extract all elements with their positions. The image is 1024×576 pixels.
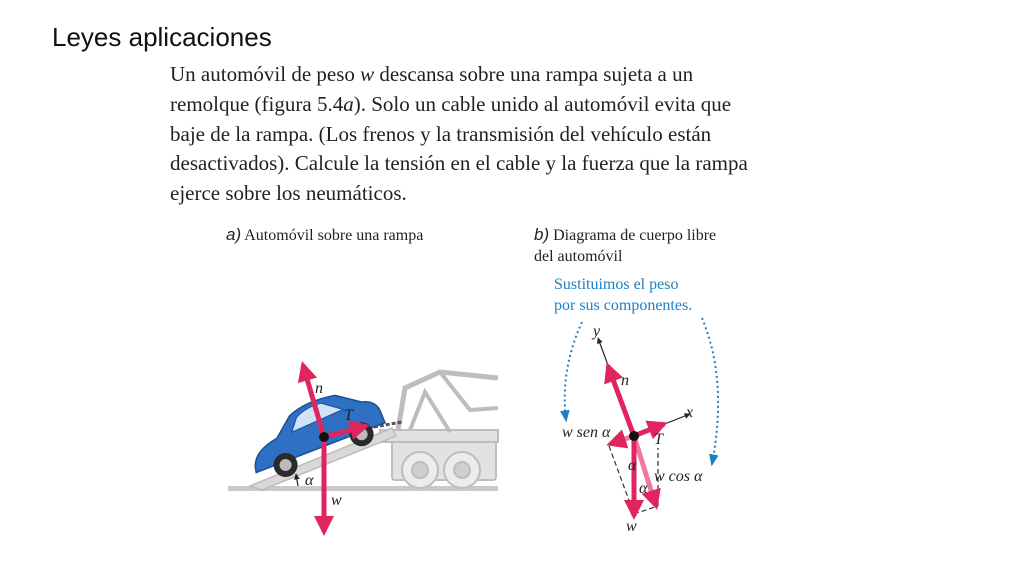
label-T-b: T xyxy=(654,431,663,448)
center-of-mass xyxy=(319,432,329,442)
figure-b-caption: b) Diagrama de cuerpo libre del automóvil xyxy=(534,225,717,265)
label-x: x xyxy=(686,404,694,421)
label-n: n xyxy=(315,380,323,397)
figure-b xyxy=(562,318,718,535)
label-T: T xyxy=(344,407,353,424)
problem-line-2: remolque (figura 5.4a). Solo un cable unido al automóvil evita que xyxy=(170,91,732,116)
slide-title: Leyes aplicaciones xyxy=(52,22,272,52)
figure-a xyxy=(228,365,498,532)
label-n-b: n xyxy=(621,372,629,389)
label-w-sen: w sen α xyxy=(562,424,611,441)
figure-b-note: Sustituimos el peso por sus componentes. xyxy=(554,276,693,314)
label-alpha-2: α xyxy=(639,480,648,497)
note-arrow-right xyxy=(702,318,718,464)
problem-line-3: baje de la rampa. (Los frenos y la transmisión del vehículo están xyxy=(170,121,712,146)
label-w: w xyxy=(331,492,342,509)
note-arrow-left xyxy=(565,322,582,420)
label-y: y xyxy=(593,323,601,340)
center-of-mass-b xyxy=(629,431,639,441)
figure-a-caption: a) Automóvil sobre una rampa xyxy=(226,225,424,244)
problem-line-1: Un automóvil de peso w descansa sobre una rampa sujeta a un xyxy=(170,62,694,86)
label-w-cos: w cos α xyxy=(654,468,703,485)
tow-truck xyxy=(380,372,498,488)
problem-line-5: ejerce sobre los neumáticos. xyxy=(170,181,407,206)
label-w-b: w xyxy=(626,518,637,535)
label-alpha-1: α xyxy=(628,457,637,474)
label-alpha: α xyxy=(305,472,314,489)
problem-line-4: desactivados). Calcule la tensión en el cable y la fuerza que la rampa xyxy=(170,151,748,176)
